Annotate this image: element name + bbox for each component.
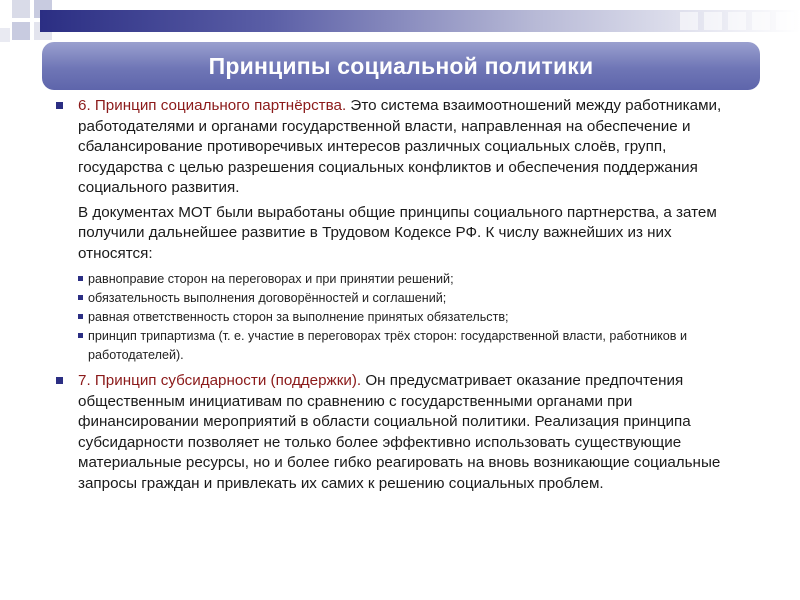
list-item — [78, 270, 746, 289]
title-banner — [42, 42, 760, 90]
list-item — [78, 327, 746, 365]
square-bullet-icon — [78, 333, 83, 338]
list-item — [78, 289, 746, 308]
decor-square — [776, 12, 794, 30]
list-item-text: равная ответственность сторон за выполнение принятых обязательств; — [88, 310, 509, 324]
principles-sublist — [78, 270, 746, 365]
slide-content — [56, 96, 746, 498]
square-bullet-icon — [78, 295, 83, 300]
principle-7-heading: 7. Принцип субсидарности (поддержки). — [78, 372, 362, 389]
square-bullet-icon — [56, 102, 63, 109]
square-bullet-icon — [56, 377, 63, 384]
list-item-text: равноправие сторон на переговорах и при принятии решений; — [88, 272, 454, 286]
principle-6-paragraph — [56, 96, 746, 199]
principle-6-heading: 6. Принцип социального партнёрства. — [78, 97, 347, 114]
decor-square — [704, 12, 722, 30]
list-item-text: принцип трипартизма (т. е. участие в переговорах трёх сторон: государственной власти, работников и работодателей). — [88, 329, 688, 362]
principle-7-paragraph — [56, 371, 746, 494]
decor-square — [12, 22, 30, 40]
decor-square — [752, 12, 770, 30]
decor-square — [728, 12, 746, 30]
principle-7-text: Он предусматривает оказание предпочтения общественным инициативам по сравнению с государственными органами при финансировании мероприятий в области социальной политики. Реализация принципа субсидарности позволяет не только более эффективно использовать существующие материальные ресурсы, но и более гибко реагировать на вновь возникающие социальные запросы граждан и привлекать их самих к решению социальных проблем. — [78, 372, 721, 492]
decor-square — [0, 28, 10, 42]
square-bullet-icon — [78, 276, 83, 281]
mot-paragraph: В документах МОТ были выработаны общие принципы социального партнерства, а затем получили дальнейшее развитие в Трудовом Кодексе РФ. К числу важнейших из них относятся: — [78, 203, 717, 262]
decor-square — [680, 12, 698, 30]
decor-square — [12, 0, 30, 18]
list-item-text: обязательность выполнения договорённостей и соглашений; — [88, 291, 447, 305]
principle-6-text: Это система взаимоотношений между работниками, работодателями и органами государственной власти, направленная на обеспечение и сбалансирование противоречивых интересов различных социальных слоёв, групп, государства с целью разрешения социальных конфликтов и обеспечения поддержания социального развития. — [78, 97, 722, 196]
square-bullet-icon — [78, 314, 83, 319]
slide-title: Принципы социальной политики — [208, 52, 594, 79]
list-item — [78, 308, 746, 327]
